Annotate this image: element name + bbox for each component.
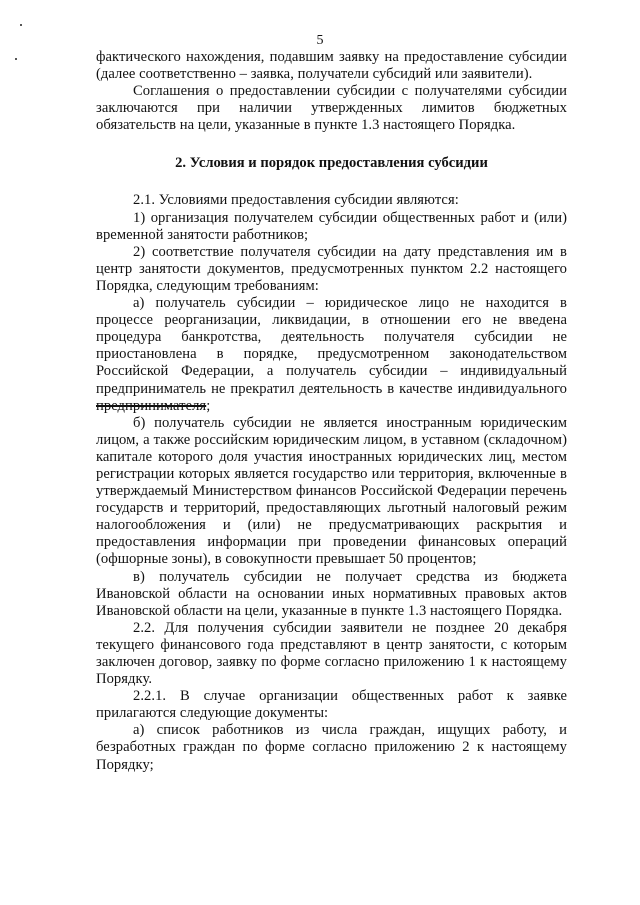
struck-word: предпринимателя [96, 397, 207, 414]
paragraph-condition-1: 1) организация получателем субсидии общественных работ и (или) временной занятости работников; [96, 209, 567, 243]
paragraph-document-a: а) список работников из числа граждан, ищущих работу, и безработных граждан по форме согласно приложению 2 к настоящему Порядку; [96, 722, 567, 773]
paragraph-intro-continuation: фактического нахождения, подавшим заявку на предоставление субсидии (далее соответственно – заявка, получатели субсидий или заявители). [96, 49, 567, 83]
page-number: 5 [316, 33, 324, 48]
paragraph-2-1: 2.1. Условиями предоставления субсидии являются: [133, 192, 459, 209]
scan-speck [20, 24, 22, 26]
paragraph-requirement-a [96, 295, 567, 415]
paragraph-agreements: Соглашения о предоставлении субсидии с получателями субсидии заключаются при наличии утвержденных лимитов бюджетных обязательств на цели, указанные в пункте 1.3 настоящего Порядка. [96, 83, 567, 134]
paragraph-requirement-b: б) получатель субсидии не является иностранным юридическим лицом, а также российским юридическим лицом, в уставном (складочном) капитале которого доля участия иностранных юридических лиц, местом регистрации которых является государство или территория, включенные в утверждаемый Министерством финансов Российской Федерации перечень государств и территорий, предоставляющих льготный налоговый режим налогообложения и (или) не предусматривающих раскрытия и предоставления информации при проведении финансовых операций (офшорные зоны), в совокупности превышает 50 процентов; [96, 414, 567, 568]
requirement-a-end: ; [206, 397, 211, 414]
section-heading: 2. Условия и порядок предоставления субсидии [175, 155, 488, 172]
document-body [96, 49, 567, 774]
scan-speck [15, 58, 17, 60]
paragraph-condition-2: 2) соответствие получателя субсидии на дату представления им в центр занятости документов, предусмотренных пунктом 2.2 настоящего Порядка, следующим требованиям: [96, 243, 567, 294]
paragraph-2-2: 2.2. Для получения субсидии заявители не позднее 20 декабря текущего финансового года представляют в центр занятости, с которым заключен договор, заявку по форме согласно приложению 1 к настоящему Порядку. [96, 619, 567, 688]
paragraph-requirement-v: в) получатель субсидии не получает средства из бюджета Ивановской области на основании иных нормативных правовых актов Ивановской области на цели, указанные в пункте 1.3 настоящего Порядка. [96, 568, 567, 619]
requirement-a-text: а) получатель субсидии – юридическое лицо не находится в процессе реорганизации, ликвидации, в отношении его не введена процедура банкротства, деятельность получателя субсидии не приостановлена в порядке, предусмотренном законодательством Российской Федерации, а получатель субсидии – индивидуальный предприниматель не прекратил деятельность в качестве индивидуального [96, 295, 567, 397]
paragraph-2-2-1: 2.2.1. В случае организации общественных работ к заявке прилагаются следующие документы: [96, 688, 567, 722]
